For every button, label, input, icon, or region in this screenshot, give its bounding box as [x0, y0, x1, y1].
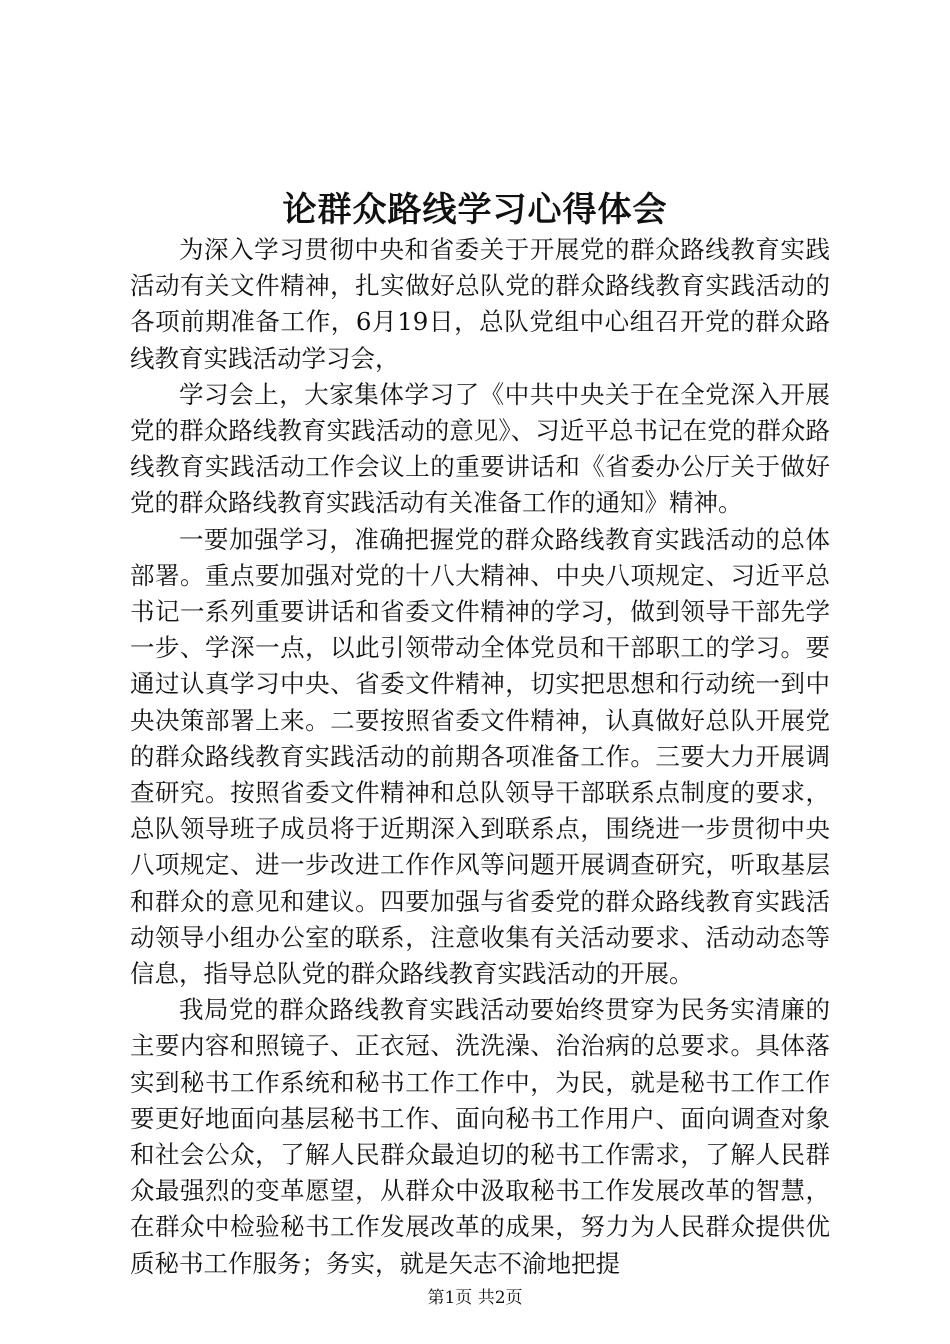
- paragraph-4: 我局党的群众路线教育实践活动要始终贯穿为民务实清廉的主要内容和照镜子、正衣冠、洗洗澡、治治病的总要求。具体落实到秘书工作系统和秘书工作工作中，为民，就是秘书工作工作要更好地面向基层秘书工作、面向秘书工作用户、面向调查对象和社会公众，了解人民群众最迫切的秘书工作需求，了解人民群众最强烈的变革愿望，从群众中汲取秘书工作发展改革的智慧，在群众中检验秘书工作发展改革的成果，努力为人民群众提供优质秘书工作服务；务实，就是矢志不渝地把提: [130, 995, 830, 1278]
- paragraph-1: 为深入学习贯彻中央和省委关于开展党的群众路线教育实践活动有关文件精神，扎实做好总队党的群众路线教育实践活动的各项前期准备工作，6月19日，总队党组中心组召开党的群众路线教育实践活动学习会，: [130, 235, 830, 373]
- paragraph-3: 一要加强学习，准确把握党的群众路线教育实践活动的总体部署。重点要加强对党的十八大精神、中央八项规定、习近平总书记一系列重要讲话和省委文件精神的学习，做到领导干部先学一步、学深一点，以此引领带动全体党员和干部职工的学习。要通过认真学习中央、省委文件精神，切实把思想和行动统一到中央决策部署上来。二要按照省委文件精神，认真做好总队开展党的群众路线教育实践活动的前期各项准备工作。三要大力开展调查研究。按照省委文件精神和总队领导干部联系点制度的要求，总队领导班子成员将于近期深入到联系点，围绕进一步贯彻中央八项规定、进一步改进工作作风等问题开展调查研究，听取基层和群众的意见和建议。四要加强与省委党的群众路线教育实践活动领导小组办公室的联系，注意收集有关活动要求、活动动态等信息，指导总队党的群众路线教育实践活动的开展。: [130, 524, 830, 989]
- page-footer: [0, 1286, 950, 1310]
- document-body: [130, 232, 830, 1282]
- page-number: 第1页 共2页: [427, 1288, 523, 1308]
- document-title: 论群众路线学习心得体会: [282, 190, 668, 230]
- paragraph-2: 学习会上，大家集体学习了《中共中央关于在全党深入开展党的群众路线教育实践活动的意见》、习近平总书记在党的群众路线教育实践活动工作会议上的重要讲话和《省委办公厅关于做好党的群众路线教育实践活动有关准备工作的通知》精神。: [130, 379, 830, 518]
